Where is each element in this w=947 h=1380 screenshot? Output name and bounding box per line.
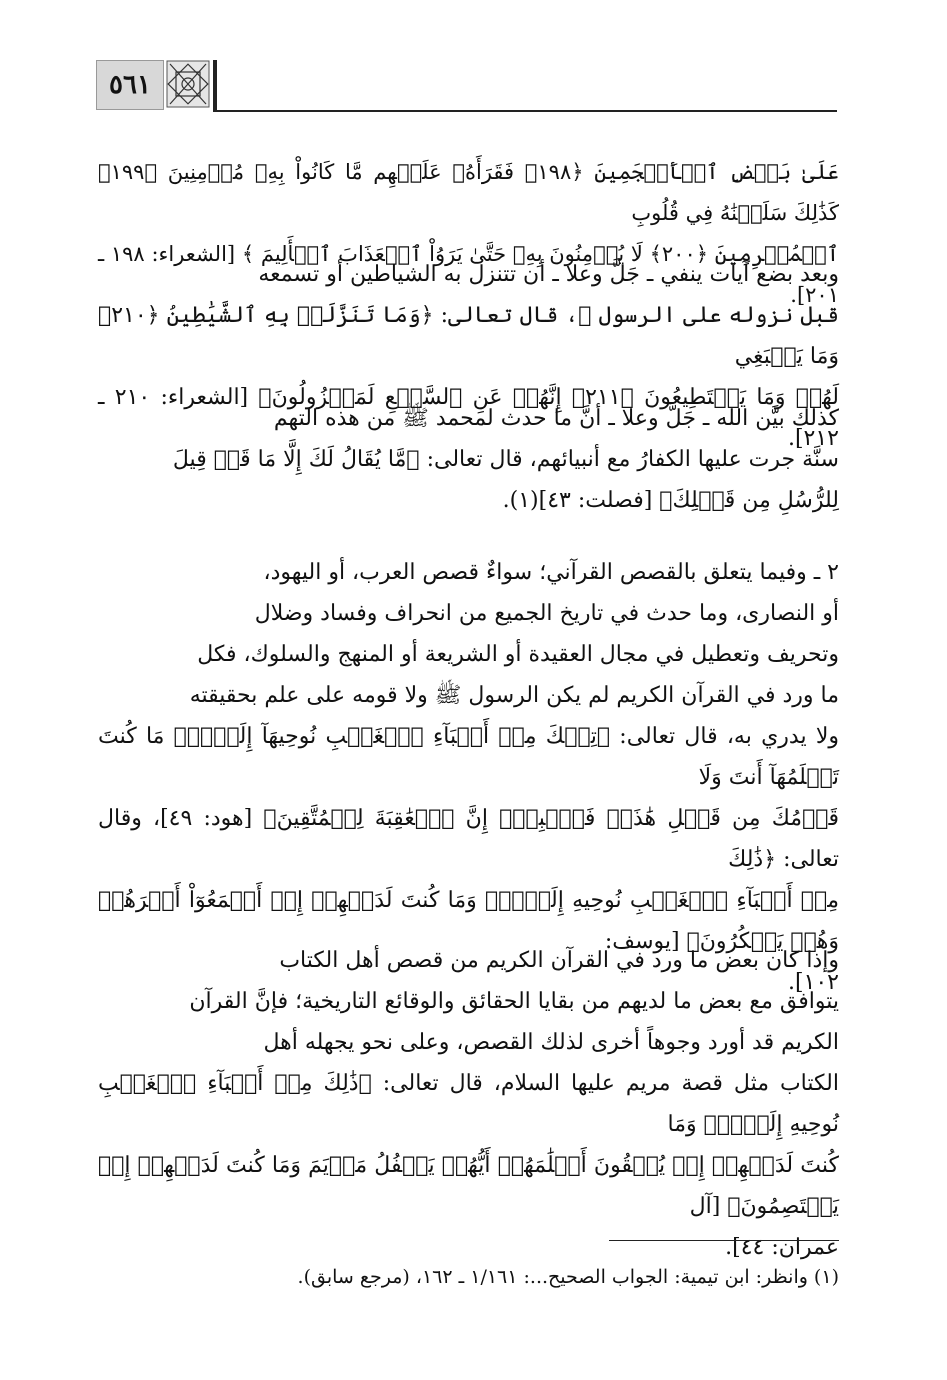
text-line: يتوافق مع بعض ما لديهم من بقايا الحقائق والوقائع التاريخية؛ فإنَّ القرآن [189, 989, 839, 1014]
text-line: وتحريف وتعطيل في مجال العقيدة أو الشريعة أو المنهج والسلوك، فكل [197, 642, 839, 667]
text-line: قَوۡمُكَ مِن قَبۡلِ هَٰذَاۖ فَٱصۡبِرۡۖ إِنَّ ٱلۡعَٰقِبَةَ لِلۡمُتَّقِينَ﴾ [هود: ٤٩]، وقال تعالى: ﴿ذَٰلِكَ [98, 806, 839, 872]
text-line: وإذا كان بعض ما ورد في القرآن الكريم من قصص أهل الكتاب [279, 948, 839, 973]
text-line: عَلَىٰ بَعۡضِ ٱلۡأَعۡجَمِينَ ﴿١٩٨﴾ فَقَرَأَهُۥ عَلَيۡهِم مَّا كَانُواْ بِهِۦ مُؤۡمِنِينَ ﴿١٩٩﴾ كَذَٰلِكَ سَلَكۡنَٰهُ فِي قُلُوبِ [98, 160, 839, 225]
paragraph-qasas [98, 552, 839, 1003]
text-line: الكريم قد أورد وجوهاً أخرى لذلك القصص، وعلى نحو يجهله أهل [263, 1030, 839, 1055]
page-header [96, 60, 837, 112]
text-line: كُنتَ لَدَيۡهِمۡ إِذۡ يُلۡقُونَ أَقۡلَٰمَهُمۡ أَيُّهُمۡ يَكۡفُلُ مَرۡيَمَ وَمَا كُنتَ لَدَيۡهِمۡ إِذۡ يَخۡتَصِمُونَ﴾ [آل [98, 1153, 839, 1219]
header-rule [217, 110, 837, 112]
paragraph-sunna [98, 398, 839, 521]
text-line: مِنۡ أَنۢبَآءِ ٱلۡغَيۡبِ نُوحِيهِ إِلَيۡكَۖ وَمَا كُنتَ لَدَيۡهِمۡ إِذۡ أَجۡمَعُوٓاْ أَمۡرَهُمۡ وَهُمۡ يَمۡكُرُونَ﴾ [يوسف: [98, 888, 839, 954]
text-line: عمران: ٤٤]. [725, 1235, 839, 1260]
footnote: (١) وانظر: ابن تيمية: الجواب الصحيح...: ١/١٦١ ـ ١٦٢، (مرجع سابق). [297, 1266, 839, 1288]
text-line: ١٠٢]. [787, 970, 839, 995]
text-line: أو النصارى، وما حدث في تاريخ الجميع من انحراف وفساد وضلال [254, 601, 839, 626]
header-divider [213, 60, 217, 112]
text-line: قبل نزوله على الرسول ﷺ، قال تعالى: ﴿وَمَا تَنَزَّلَتۡ بِهِ ٱلشَّيَٰطِينُ ﴿٢١٠﴾ وَمَا يَنۢبَغِي [98, 303, 839, 369]
text-line: كذلك بيَّن الله ـ جَلَّ وعلا ـ أنَّ ما حدث لمحمد ﷺ من هذه التهم [273, 406, 839, 431]
text-line: ٱلۡمُجۡرِمِينَ ﴿٢٠٠﴾ لَا يُؤۡمِنُونَ بِهِۦ حَتَّىٰ يَرَوُاْ ٱلۡعَذَابَ ٱلۡأَلِيمَ ﴾ [الشعراء: ١٩٨ ـ ٢٠١]. [98, 242, 839, 307]
text-line: ما ورد في القرآن الكريم لم يكن الرسول ﷺ ولا قومه على علم بحقيقته [189, 683, 839, 708]
ornament-icon [166, 60, 210, 108]
text-line: لَهُمۡ وَمَا يَسۡتَطِيعُونَ ﴿٢١١﴾ إِنَّهُمۡ عَنِ ٱلسَّمۡعِ لَمَعۡزُولُونَ﴾ [الشعراء: ٢١٠ ـ ٢١٢]. [98, 385, 840, 451]
text-line: الكتاب مثل قصة مريم عليها السلام، قال تعالى: ﴿ذَٰلِكَ مِنۡ أَنۢبَآءِ ٱلۡغَيۡبِ نُوحِيهِ إِلَيۡكَۚ وَمَا [98, 1071, 839, 1137]
paragraph-ahl-alkitab [98, 940, 839, 1268]
text-line: ٢ ـ وفيما يتعلق بالقصص القرآني؛ سواءٌ قصص العرب، أو اليهود، [263, 560, 839, 585]
footnote-divider [609, 1240, 839, 1241]
text-line: سنَّة جرت عليها الكفارُ مع أنبيائهم، قال تعالى: ﴿مَّا يُقَالُ لَكَ إِلَّا مَا قَدۡ قِيلَ [172, 447, 839, 472]
page-number: ٥٦١ [96, 60, 164, 110]
text-line: لِلرُّسُلِ مِن قَبۡلِكَ﴾ [فصلت: ٤٣](١). [502, 488, 839, 513]
text-line: ولا يدري به، قال تعالى: ﴿تِلۡكَ مِنۡ أَنۢبَآءِ ٱلۡغَيۡبِ نُوحِيهَآ إِلَيۡكَۖ مَا كُنتَ تَعۡلَمُهَآ أَنتَ وَلَا [98, 724, 839, 790]
text-line: وبعد بضع آيات ينفي ـ جَلَّ وعلا ـ أن تتنزل به الشياطين أو تسمعه [258, 262, 839, 287]
